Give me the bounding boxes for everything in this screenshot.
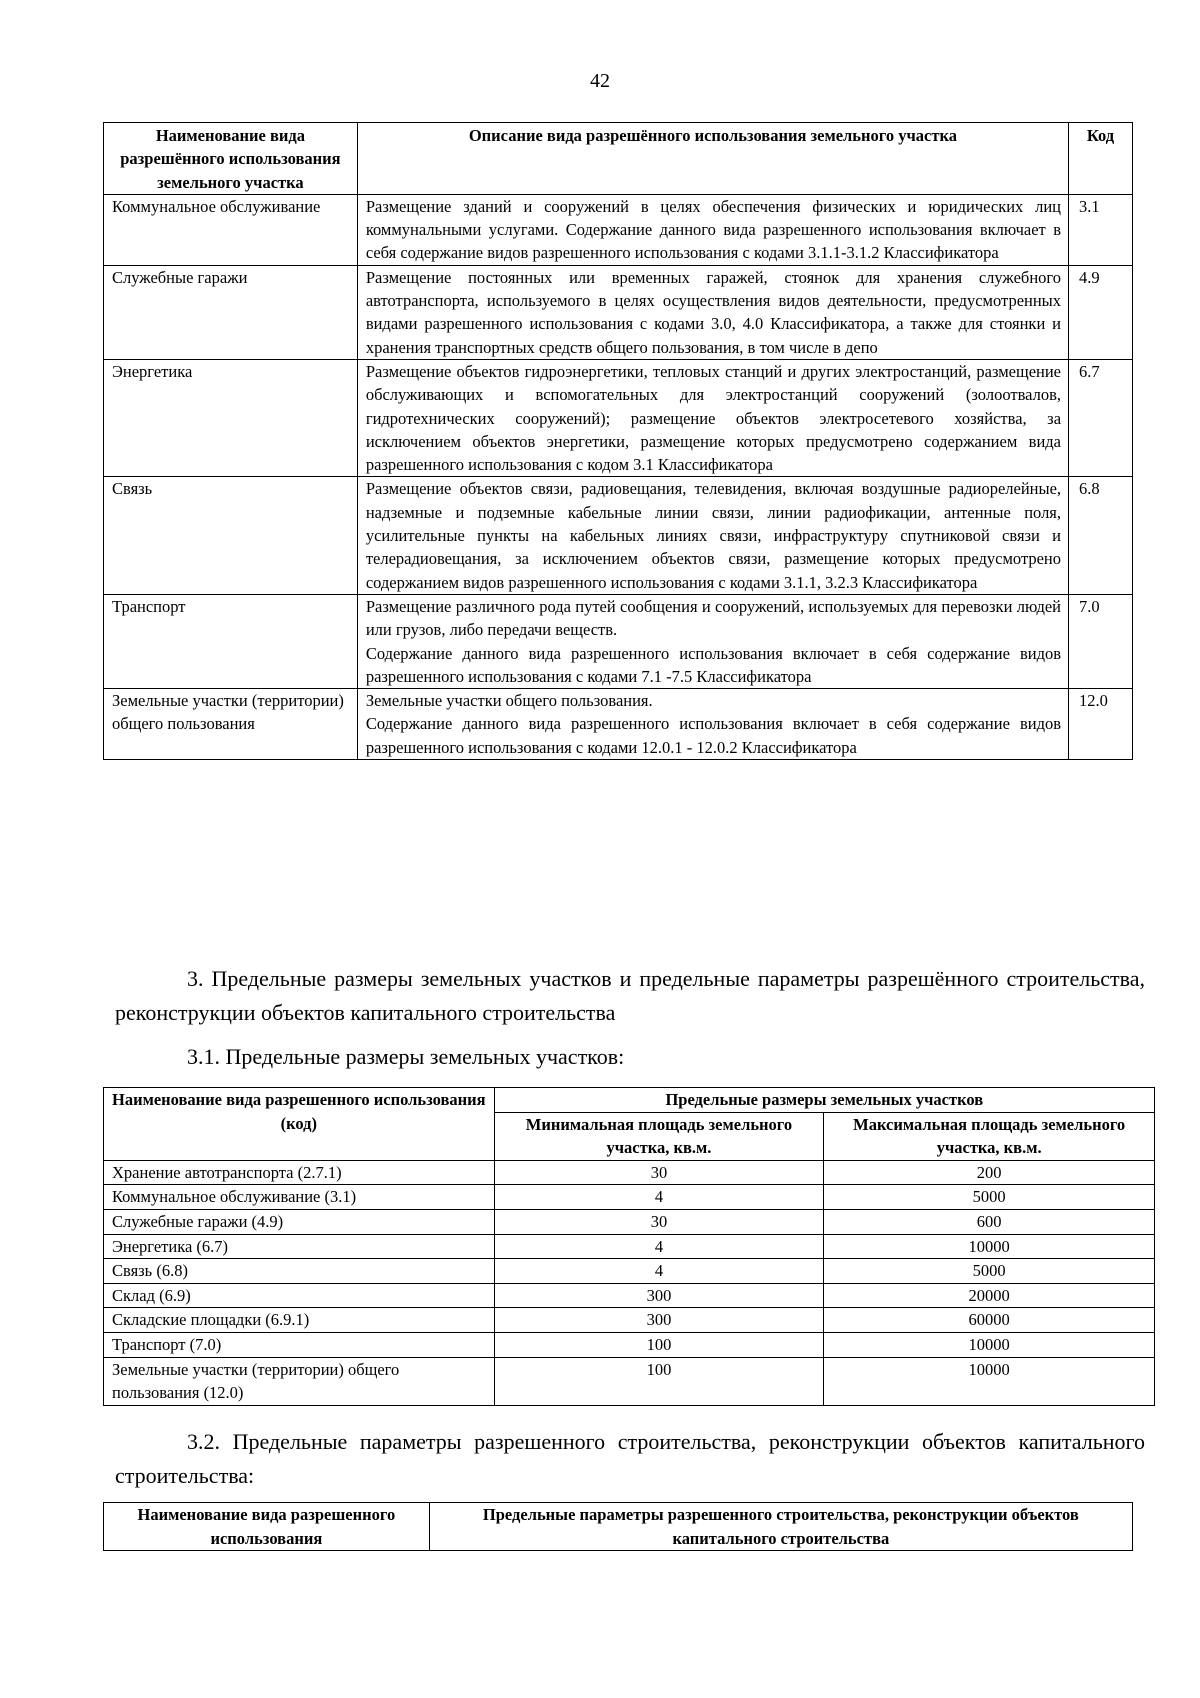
description-paragraph: Содержание данного вида разрешенного использования включает в себя содержание видов разрешенного использования с кодами 12.0.1 - 12.0.2 Классификатора bbox=[365, 714, 1062, 757]
header-parameters: Предельные параметры разрешенного строительства, реконструкции объектов капитального строительства bbox=[429, 1503, 1132, 1551]
use-name-cell: Хранение автотранспорта (2.7.1) bbox=[104, 1160, 495, 1185]
description-paragraph: Размещение объектов гидроэнергетики, тепловых станций и других электростанций, размещение обслуживающих и вспомогательных для электростанций сооружений (золоотвалов, гидротехнических сооружений); размещение объектов электросетевого хозяйства, за исключением объектов энергетики, размещение которых предусмотрено содержанием вида разрешенного использования с кодом 3.1 Классификатора bbox=[365, 361, 1062, 475]
use-code-cell: 6.8 bbox=[1069, 477, 1133, 594]
max-area-cell: 10000 bbox=[824, 1357, 1155, 1405]
table-row bbox=[104, 1259, 1155, 1284]
table-row bbox=[104, 1283, 1155, 1308]
table-row bbox=[104, 594, 1133, 688]
table-row bbox=[104, 1209, 1155, 1234]
use-code-cell: 6.7 bbox=[1069, 359, 1133, 476]
use-name-cell: Земельные участки (территории) общего пользования bbox=[104, 689, 358, 760]
section-3-2-heading: 3.2. Предельные параметры разрешенного строительства, реконструкции объектов капитального строительства: bbox=[115, 1429, 1145, 1488]
use-name-cell: Склад (6.9) bbox=[104, 1283, 495, 1308]
section-3-heading: 3. Предельные размеры земельных участков и предельные параметры разрешённого строительства, реконструкции объектов капитального строительства bbox=[115, 966, 1145, 1025]
table-row bbox=[104, 1357, 1155, 1405]
use-name-cell: Служебные гаражи (4.9) bbox=[104, 1209, 495, 1234]
page-number: 42 bbox=[590, 70, 610, 92]
min-area-cell: 100 bbox=[494, 1357, 824, 1405]
table-row bbox=[104, 1160, 1155, 1185]
min-area-cell: 300 bbox=[494, 1308, 824, 1333]
max-area-cell: 200 bbox=[824, 1160, 1155, 1185]
section-3-1-heading: 3.1. Предельные размеры земельных участков: bbox=[187, 1044, 625, 1069]
table-row bbox=[104, 689, 1133, 760]
min-area-cell: 300 bbox=[494, 1283, 824, 1308]
use-name-cell: Коммунальное обслуживание bbox=[104, 194, 358, 265]
use-name-cell: Служебные гаражи bbox=[104, 265, 358, 359]
plot-size-table bbox=[103, 1087, 1155, 1406]
table-row bbox=[104, 1332, 1155, 1357]
header-use-name: Наименование вида разрешённого использования земельного участка bbox=[104, 123, 358, 195]
table-row bbox=[104, 1234, 1155, 1259]
table-row bbox=[104, 265, 1133, 359]
use-code-cell: 7.0 bbox=[1069, 594, 1133, 688]
description-paragraph: Земельные участки общего пользования. bbox=[365, 691, 653, 711]
use-name-cell: Земельные участки (территории) общего пользования (12.0) bbox=[104, 1357, 495, 1405]
header-max-area: Максимальная площадь земельного участка, кв.м. bbox=[824, 1112, 1155, 1160]
max-area-cell: 600 bbox=[824, 1209, 1155, 1234]
use-description-cell bbox=[357, 477, 1068, 594]
table-header-row bbox=[104, 1503, 1133, 1551]
use-name-cell: Энергетика bbox=[104, 359, 358, 476]
use-name-cell: Энергетика (6.7) bbox=[104, 1234, 495, 1259]
header-plot-sizes: Предельные размеры земельных участков bbox=[494, 1088, 1154, 1113]
use-name-cell: Транспорт (7.0) bbox=[104, 1332, 495, 1357]
header-min-area: Минимальная площадь земельного участка, кв.м. bbox=[494, 1112, 824, 1160]
max-area-cell: 5000 bbox=[824, 1185, 1155, 1210]
min-area-cell: 4 bbox=[494, 1259, 824, 1284]
use-code-cell: 12.0 bbox=[1069, 689, 1133, 760]
min-area-cell: 4 bbox=[494, 1185, 824, 1210]
use-code-cell: 4.9 bbox=[1069, 265, 1133, 359]
description-paragraph: Размещение зданий и сооружений в целях обеспечения физических и юридических лиц коммунальными услугами. Содержание данного вида разрешенного использования включает в себя содержание видов разрешенного использования с кодами 3.1.1-3.1.2 Классификатора bbox=[365, 196, 1062, 263]
use-description-cell bbox=[357, 265, 1068, 359]
max-area-cell: 60000 bbox=[824, 1308, 1155, 1333]
description-paragraph: Содержание данного вида разрешенного использования включает в себя содержание видов разрешенного использования с кодами 7.1 -7.5 Классификатора bbox=[365, 643, 1062, 686]
header-use-description: Описание вида разрешённого использования земельного участка bbox=[357, 123, 1068, 195]
use-code-cell: 3.1 bbox=[1069, 194, 1133, 265]
table-row bbox=[104, 194, 1133, 265]
header-use-name: Наименование вида разрешенного использования (код) bbox=[104, 1088, 495, 1161]
construction-parameters-table bbox=[103, 1502, 1133, 1551]
use-name-cell: Коммунальное обслуживание (3.1) bbox=[104, 1185, 495, 1210]
table-row bbox=[104, 1308, 1155, 1333]
max-area-cell: 10000 bbox=[824, 1234, 1155, 1259]
min-area-cell: 30 bbox=[494, 1209, 824, 1234]
min-area-cell: 4 bbox=[494, 1234, 824, 1259]
table-row bbox=[104, 1185, 1155, 1210]
use-description-cell bbox=[357, 689, 1068, 760]
header-use-name: Наименование вида разрешенного использования bbox=[104, 1503, 430, 1551]
description-paragraph: Размещение различного рода путей сообщения и сооружений, используемых для перевозки людей или грузов, либо передачи веществ. bbox=[365, 596, 1062, 640]
max-area-cell: 10000 bbox=[824, 1332, 1155, 1357]
use-name-cell: Складские площадки (6.9.1) bbox=[104, 1308, 495, 1333]
table-row bbox=[104, 359, 1133, 476]
header-code: Код bbox=[1069, 123, 1133, 195]
use-name-cell: Связь (6.8) bbox=[104, 1259, 495, 1284]
max-area-cell: 5000 bbox=[824, 1259, 1155, 1284]
use-name-cell: Связь bbox=[104, 477, 358, 594]
use-name-cell: Транспорт bbox=[104, 594, 358, 688]
max-area-cell: 20000 bbox=[824, 1283, 1155, 1308]
use-description-cell bbox=[357, 594, 1068, 688]
table-header-row bbox=[104, 123, 1133, 195]
description-paragraph: Размещение объектов связи, радиовещания, телевидения, включая воздушные радиорелейные, надземные и подземные кабельные линии связи, линии радиофикации, антенные поля, усилительные пункты на кабельных линиях связи, инфраструктуру спутниковой связи и телерадиовещания, за исключением объектов связи, размещение которых предусмотрено содержанием видов разрешенного использования с кодами 3.1.1, 3.2.3 Классификатора bbox=[365, 479, 1062, 592]
table-row bbox=[104, 477, 1133, 594]
min-area-cell: 100 bbox=[494, 1332, 824, 1357]
use-description-cell bbox=[357, 359, 1068, 476]
use-description-cell bbox=[357, 194, 1068, 265]
permitted-use-table bbox=[103, 122, 1133, 760]
table-header-row bbox=[104, 1088, 1155, 1113]
min-area-cell: 30 bbox=[494, 1160, 824, 1185]
description-paragraph: Размещение постоянных или временных гаражей, стоянок для хранения служебного автотранспорта, используемого в целях осуществления видов деятельности, предусмотренных видами разрешенного использования с кодами 3.0, 4.0 Классификатора, а также для стоянки и хранения транспортных средств общего пользования, в том числе в депо bbox=[365, 267, 1062, 357]
